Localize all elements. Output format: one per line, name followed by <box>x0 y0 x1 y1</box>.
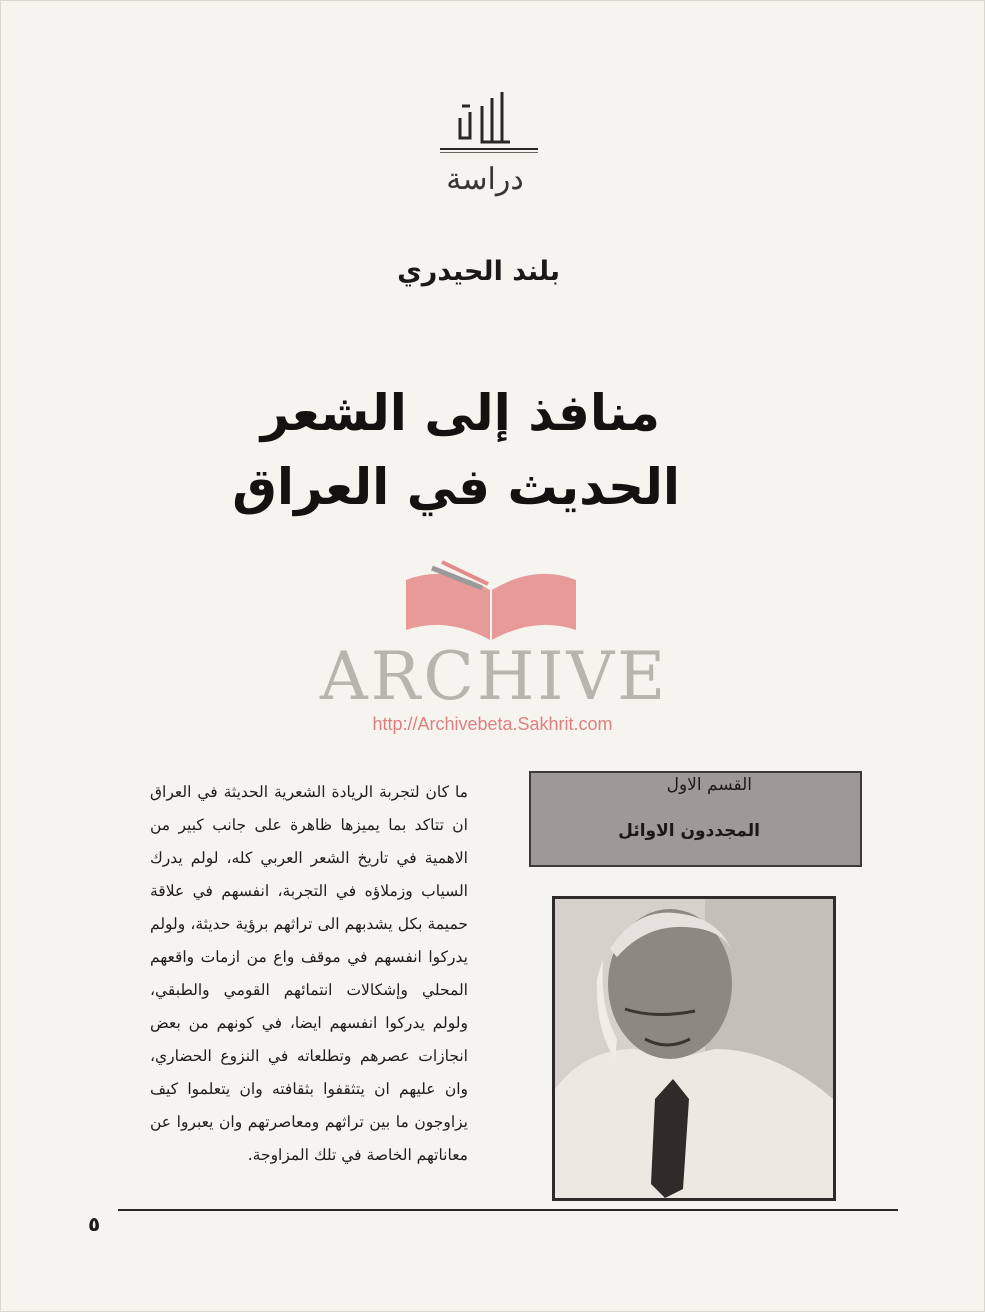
logo-rule-thin <box>440 152 538 153</box>
watermark-text: ARCHIVE <box>320 638 669 715</box>
body-paragraph: ما كان لتجربة الريادة الشعرية الحديثة في العراق ان تتاكد بما يميزها ظاهرة على جانب كبير من الاهمية في تاريخ الشعر العربي كله، لولم يدرك السياب وزملاؤه في التجربة، انفسهم في علاقة حميمة بكل يشدبهم الى تراثهم برؤية حديثة، ولولم يدركوا انفسهم في موقف واع من ازمات واقعهم المحلي وإشكالات انتمائهم القومي والطبقي، ولولم يدركوا انفسهم ايضا، في كونهم من بعض انجازات عصرهم وتطلعاته في النزوع الحضاري، وان عليهم ان يتثقفوا بثقافته وان يتعلموا كيف يزاوجون ما بين تراثهم ومعاصرتهم وان يعبروا عن معاناتهم الخاصة في تلك المزاوجة. <box>150 783 468 1164</box>
magazine-logo-icon <box>440 88 540 156</box>
author-name: بلند الحيدري <box>397 256 560 287</box>
watermark-url: http://Archivebeta.Sakhrit.com <box>372 714 613 734</box>
article-title-line2: الحديث في العراق <box>232 458 680 516</box>
article-body <box>150 776 468 1172</box>
section-box <box>529 771 862 867</box>
open-book-icon <box>402 560 580 642</box>
section-tag: دراسة <box>446 162 524 197</box>
section-label: القسم الاول <box>666 775 752 795</box>
footer-rule <box>118 1209 898 1211</box>
article-title-line1: منافذ إلى الشعر <box>260 384 660 442</box>
page-number: ٥ <box>88 1212 101 1236</box>
logo-rule <box>440 148 538 150</box>
author-portrait-photo <box>552 896 836 1201</box>
section-subtitle: المجددون الاوائل <box>618 821 760 841</box>
